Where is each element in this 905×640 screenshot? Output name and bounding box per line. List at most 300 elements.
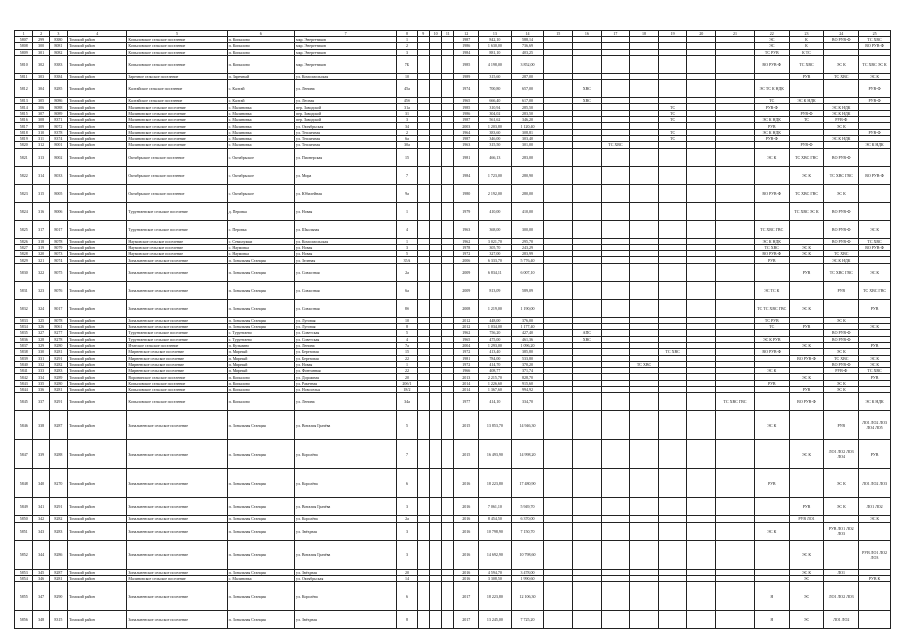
table-cell-col-5: Копыловское сельское поселение	[127, 387, 227, 393]
table-cell-col-3: 8282	[49, 516, 67, 522]
table-cell-col-17	[601, 469, 630, 498]
table-cell-col-11	[442, 411, 454, 440]
table-cell-col-4: Томский район	[68, 387, 127, 393]
table-cell-col-4: Томский район	[68, 522, 127, 540]
table-cell-col-11	[442, 540, 454, 569]
table-cell-col-21	[716, 611, 755, 629]
table-cell-col-19	[658, 540, 687, 569]
table-cell-col-11	[442, 469, 454, 498]
table-cell-col-15	[544, 281, 573, 299]
table-cell-col-6: с. Октябрьское	[227, 148, 294, 166]
table-cell-col-6: п. Мирный	[227, 361, 294, 367]
table-cell-col-9	[417, 469, 429, 498]
table-cell-col-2: 310	[33, 129, 49, 135]
table-cell-col-12: 1972	[454, 349, 479, 355]
table-cell-col-9	[417, 55, 429, 73]
table-cell-col-16: ХВС	[573, 98, 602, 104]
table-cell-col-3: 8378	[49, 129, 67, 135]
table-cell-col-7: мкр. Энергетиков	[295, 55, 397, 73]
table-cell-col-7: мкр. Энергетиков	[295, 49, 397, 55]
table-cell-col-10	[429, 80, 441, 98]
table-row	[15, 299, 891, 317]
table-cell-col-2: 347	[33, 582, 49, 611]
table-cell-col-12: 1965	[454, 336, 479, 342]
table-cell-col-1: 5843	[15, 380, 33, 386]
table-cell-col-8: 18/2	[397, 387, 417, 393]
table-cell-col-4: Томский район	[68, 117, 127, 123]
table-cell-col-13: 408,77	[479, 368, 512, 374]
table-cell-col-20	[687, 611, 716, 629]
table-cell-col-14: 287,00	[511, 73, 544, 79]
table-cell-col-3: 8017	[49, 220, 67, 238]
table-cell-col-2: 323	[33, 281, 49, 299]
table-cell-col-25: РУВ-Ф	[859, 129, 891, 135]
table-cell-col-2: 316	[33, 202, 49, 220]
table-cell-col-13: 842,10	[479, 37, 512, 43]
table-cell-col-4: Томский район	[68, 342, 127, 348]
table-cell-col-7: ул. Королёва	[295, 440, 397, 469]
table-cell-col-24: РУВ ЛО1 ЛО2 ЛО3	[824, 522, 859, 540]
table-cell-col-3: 8078	[49, 317, 67, 323]
table-cell-col-12: 2016	[454, 540, 479, 569]
table-cell-col-1: 5818	[15, 129, 33, 135]
table-cell-col-22: ВО РУВ-Ф	[754, 55, 789, 73]
table-cell-col-13: 1 630,00	[479, 43, 512, 49]
table-cell-col-23: ЭС К	[789, 166, 824, 184]
table-cell-col-22: ТС ХВС	[754, 244, 789, 250]
table-cell-col-8: 1	[397, 238, 417, 244]
table-cell-col-21	[716, 55, 755, 73]
table-cell-col-14: 10 798,60	[511, 540, 544, 569]
table-cell-col-12: 1987	[454, 117, 479, 123]
table-cell-col-22: ЭС К НДК	[754, 129, 789, 135]
table-cell-col-23: РУВ-Ф	[789, 142, 824, 148]
table-row	[15, 498, 891, 516]
table-cell-col-22	[754, 440, 789, 469]
table-cell-col-13: 1 219,00	[479, 299, 512, 317]
table-cell-col-21	[716, 411, 755, 440]
table-cell-col-18	[630, 540, 659, 569]
table-cell-col-15	[544, 80, 573, 98]
table-cell-col-1: 5821	[15, 148, 33, 166]
table-cell-col-22: Я	[754, 611, 789, 629]
table-cell-col-24: ЭС К	[824, 184, 859, 202]
table-cell-col-25: ТС ХВС ГВС	[859, 281, 891, 299]
table-cell-col-9	[417, 281, 429, 299]
table-cell-col-6: с. Перовка	[227, 220, 294, 238]
column-number-21: 21	[716, 31, 755, 37]
table-cell-col-13: 410,00	[479, 202, 512, 220]
table-cell-col-17	[601, 263, 630, 281]
table-cell-col-24: ЛО1 ЛО2 ЛО3	[824, 582, 859, 611]
table-cell-col-13: 13 853,70	[479, 411, 512, 440]
table-cell-col-14: 370,20	[511, 361, 544, 367]
table-cell-col-8: 3	[397, 540, 417, 569]
table-cell-col-11	[442, 582, 454, 611]
table-cell-col-14: 385,80	[511, 349, 544, 355]
table-cell-col-25: ЛО1 ЛО2	[859, 498, 891, 516]
table-cell-col-19: ТС	[658, 129, 687, 135]
table-cell-col-8: 2а	[397, 516, 417, 522]
table-cell-col-2: 338	[33, 411, 49, 440]
table-cell-col-1: 5817	[15, 123, 33, 129]
table-cell-col-8: 10	[397, 73, 417, 79]
table-cell-col-3: 8291	[49, 498, 67, 516]
table-cell-col-16	[573, 393, 602, 411]
table-cell-col-13: 13 245,00	[479, 611, 512, 629]
table-cell-col-13: 6 333,70	[479, 257, 512, 263]
table-cell-col-2: 303	[33, 73, 49, 79]
table-cell-col-4: Томский район	[68, 55, 127, 73]
table-cell-col-20	[687, 582, 716, 611]
table-cell-col-5: Копыловское сельское поселение	[127, 37, 227, 43]
table-row	[15, 166, 891, 184]
table-cell-col-17	[601, 148, 630, 166]
table-cell-col-3: 8291	[49, 393, 67, 411]
column-number-10: 10	[429, 31, 441, 37]
table-cell-col-8: 7	[397, 440, 417, 469]
table-cell-col-9	[417, 540, 429, 569]
table-row	[15, 220, 891, 238]
table-cell-col-21	[716, 148, 755, 166]
table-cell-col-2: 332	[33, 361, 49, 367]
table-cell-col-20	[687, 202, 716, 220]
table-cell-col-11	[442, 299, 454, 317]
table-cell-col-12: 1962	[454, 238, 479, 244]
table-cell-col-25: ЭС К НДК	[859, 142, 891, 148]
table-cell-col-12: 1979	[454, 202, 479, 220]
table-cell-col-19: ТС	[658, 110, 687, 116]
table-cell-col-25: ТС ХВС	[859, 368, 891, 374]
table-cell-col-8: 3	[397, 498, 417, 516]
table-cell-col-8: 31а	[397, 104, 417, 110]
table-cell-col-5: Мирненское сельское поселение	[127, 368, 227, 374]
table-cell-col-12: 1962	[454, 330, 479, 336]
table-cell-col-12: 2009	[454, 263, 479, 281]
table-cell-col-4: Томский район	[68, 148, 127, 166]
table-cell-col-3: 8374	[49, 135, 67, 141]
table-cell-col-14: 283,00	[511, 148, 544, 166]
table-cell-col-4: Томский район	[68, 317, 127, 323]
table-row	[15, 469, 891, 498]
table-cell-col-13: 784,00	[479, 355, 512, 361]
table-cell-col-3: 8371	[49, 117, 67, 123]
table-cell-col-5: Малиновское сельское поселение	[127, 123, 227, 129]
table-cell-col-23: ЭС К	[789, 569, 824, 575]
table-cell-col-6: с. Малиновка	[227, 129, 294, 135]
table-cell-col-14: 280,90	[511, 166, 544, 184]
table-cell-col-13: 413,40	[479, 349, 512, 355]
table-cell-col-1: 5831	[15, 281, 33, 299]
table-cell-col-13: 327,00	[479, 251, 512, 257]
table-cell-col-22: ЭС	[754, 43, 789, 49]
column-number-16: 16	[573, 31, 602, 37]
table-cell-col-18	[630, 411, 659, 440]
table-cell-col-7: ул. Луговая	[295, 317, 397, 323]
table-cell-col-12: 1989	[454, 73, 479, 79]
table-cell-col-2: 300	[33, 43, 49, 49]
table-cell-col-9	[417, 263, 429, 281]
table-cell-col-13: 1 293,00	[479, 342, 512, 348]
table-cell-col-20	[687, 220, 716, 238]
table-cell-col-6: с. Малиновка	[227, 104, 294, 110]
table-cell-col-7: ул. Виталия Грачёва	[295, 498, 397, 516]
table-cell-col-7: ул. Новая	[295, 244, 397, 250]
table-cell-col-25	[859, 582, 891, 611]
table-cell-col-12: 1963	[454, 142, 479, 148]
column-number-22: 22	[754, 31, 789, 37]
table-cell-col-22: ЭС К РУВ	[754, 336, 789, 342]
column-number-8: 8	[397, 31, 417, 37]
table-row	[15, 440, 891, 469]
table-cell-col-6: п. Зональная Станция	[227, 299, 294, 317]
table-cell-col-12: 1963	[454, 220, 479, 238]
table-row	[15, 281, 891, 299]
table-cell-col-22: ЭС	[754, 37, 789, 43]
table-cell-col-1: 5834	[15, 324, 33, 330]
table-cell-col-22: ЭС ТС К НДК	[754, 80, 789, 98]
table-cell-col-22: ТС ТС ХВС ГВС	[754, 299, 789, 317]
table-cell-col-14: 1 190,00	[511, 299, 544, 317]
table-cell-col-14: 828,70	[511, 374, 544, 380]
table-row	[15, 582, 891, 611]
table-cell-col-2: 319	[33, 244, 49, 250]
table-cell-col-14: 3 852,00	[511, 55, 544, 73]
table-cell-col-9	[417, 148, 429, 166]
table-cell-col-25: РУВ	[859, 299, 891, 317]
table-cell-col-14: 285,50	[511, 104, 544, 110]
table-cell-col-14: 283,99	[511, 251, 544, 257]
table-cell-col-6: с. Калтай	[227, 80, 294, 98]
table-cell-col-13: 16 493,90	[479, 440, 512, 469]
table-cell-col-13: 466,13	[479, 148, 512, 166]
table-cell-col-8: 20б/1	[397, 380, 417, 386]
table-cell-col-25: ВО РУВ-Ф	[859, 244, 891, 250]
table-cell-col-8: 20	[397, 374, 417, 380]
table-cell-col-13: 475,00	[479, 336, 512, 342]
table-cell-col-13: 881,10	[479, 49, 512, 55]
table-cell-col-1: 5816	[15, 117, 33, 123]
table-cell-col-9	[417, 498, 429, 516]
table-cell-col-5: Наумовское сельское поселение	[127, 238, 227, 244]
table-cell-col-8: 3	[397, 244, 417, 250]
table-cell-col-8: 6а	[397, 135, 417, 141]
table-cell-col-24: ВО РУВ-Ф	[824, 220, 859, 238]
table-cell-col-6: с. Турунтаево	[227, 336, 294, 342]
table-cell-col-14: 334,70	[511, 393, 544, 411]
table-cell-col-24: ВО РУВ-Ф	[824, 37, 859, 43]
table-cell-col-14: 283,50	[511, 110, 544, 116]
table-cell-col-22: РУВ	[754, 380, 789, 386]
table-cell-col-24: РУВ	[824, 281, 859, 299]
table-cell-col-4: Томский район	[68, 380, 127, 386]
table-cell-col-5: Турунтаевское сельское поселение	[127, 336, 227, 342]
table-cell-col-9	[417, 80, 429, 98]
table-cell-col-24: ЛО1 ЛО2	[824, 611, 859, 629]
table-cell-col-8: 7	[397, 166, 417, 184]
table-cell-col-16	[573, 440, 602, 469]
table-cell-col-4: Томский район	[68, 299, 127, 317]
table-cell-col-21	[716, 263, 755, 281]
table-cell-col-1: 5812	[15, 80, 33, 98]
table-cell-col-5: Зональненское сельское поселение	[127, 516, 227, 522]
table-cell-col-4: Томский район	[68, 263, 127, 281]
table-cell-col-14: 461,36	[511, 336, 544, 342]
table-cell-col-24: ЭС К	[824, 55, 859, 73]
table-cell-col-4: Томский район	[68, 281, 127, 299]
table-cell-col-7: ул. Новая	[295, 361, 397, 367]
table-cell-col-24: ЛО1	[824, 569, 859, 575]
table-cell-col-24: ЭС К	[824, 387, 859, 393]
table-cell-col-13: 3 021,70	[479, 238, 512, 244]
table-cell-col-5: Воронинское сельское поселение	[127, 374, 227, 380]
table-cell-col-2: 314	[33, 166, 49, 184]
table-cell-col-17	[601, 540, 630, 569]
table-cell-col-11	[442, 202, 454, 220]
table-cell-col-2: 305	[33, 98, 49, 104]
table-cell-col-3: 8072	[49, 123, 67, 129]
table-cell-col-6: п. Мирный	[227, 349, 294, 355]
table-cell-col-12: 2014	[454, 380, 479, 386]
table-cell-col-12: 2012	[454, 317, 479, 323]
table-cell-col-14: 301,00	[511, 142, 544, 148]
table-cell-col-3: 8288	[49, 440, 67, 469]
table-cell-col-1: 5853	[15, 569, 33, 575]
table-cell-col-24: ЭС К	[824, 469, 859, 498]
table-cell-col-25	[859, 184, 891, 202]
table-cell-col-14: 6 007,10	[511, 263, 544, 281]
table-cell-col-8: 8б	[397, 299, 417, 317]
table-cell-col-16	[573, 184, 602, 202]
table-cell-col-8: 7а	[397, 342, 417, 348]
table-cell-col-1: 5855	[15, 582, 33, 611]
table-cell-col-1: 5847	[15, 440, 33, 469]
table-cell-col-2: 302	[33, 55, 49, 73]
table-cell-col-1: 5829	[15, 257, 33, 263]
table-cell-col-4: Томский район	[68, 582, 127, 611]
table-cell-col-6: п. Зональная Станция	[227, 516, 294, 522]
table-cell-col-5: Мирненское сельское поселение	[127, 349, 227, 355]
table-cell-col-15	[544, 393, 573, 411]
table-cell-col-3: 8287	[49, 569, 67, 575]
table-cell-col-4: Томский район	[68, 104, 127, 110]
table-cell-col-1: 5827	[15, 244, 33, 250]
table-cell-col-2: 341	[33, 498, 49, 516]
table-cell-col-1: 5828	[15, 251, 33, 257]
table-cell-col-13: 1 034,00	[479, 324, 512, 330]
table-cell-col-13: 3 308,50	[479, 575, 512, 581]
table-cell-col-3: 8280	[49, 380, 67, 386]
table-cell-col-19	[658, 440, 687, 469]
table-cell-col-22: Я	[754, 582, 789, 611]
table-cell-col-5: Зональненское сельское поселение	[127, 569, 227, 575]
table-cell-col-17	[601, 220, 630, 238]
table-cell-col-13: 1 723,00	[479, 166, 512, 184]
table-cell-col-17	[601, 393, 630, 411]
table-cell-col-6: п. Зональная Станция	[227, 522, 294, 540]
table-cell-col-23: ЭС К	[789, 540, 824, 569]
table-cell-col-12: 1964	[454, 129, 479, 135]
table-cell-col-3: 8033	[49, 166, 67, 184]
table-cell-col-16: ХВС	[573, 80, 602, 98]
table-cell-col-12: 1981	[454, 355, 479, 361]
table-cell-col-9	[417, 411, 429, 440]
table-cell-col-14: 588,14	[511, 37, 544, 43]
table-cell-col-8: 3	[397, 49, 417, 55]
table-cell-col-2: 307	[33, 110, 49, 116]
table-cell-col-3: 8281	[49, 349, 67, 355]
table-cell-col-5: Малиновское сельское поселение	[127, 104, 227, 110]
column-number-4: 4	[68, 31, 127, 37]
table-cell-col-14: 12 106,30	[511, 582, 544, 611]
table-cell-col-23	[789, 411, 824, 440]
table-cell-col-21	[716, 522, 755, 540]
table-cell-col-8: 5	[397, 330, 417, 336]
table-cell-col-3: 8005	[49, 184, 67, 202]
table-cell-col-5: Зональненское сельское поселение	[127, 324, 227, 330]
table-cell-col-4: Томский район	[68, 49, 127, 55]
table-cell-col-21	[716, 440, 755, 469]
table-cell-col-13: 8 454,50	[479, 516, 512, 522]
table-cell-col-25: ЭС К НДК	[859, 393, 891, 411]
table-cell-col-5: Малиновское сельское поселение	[127, 117, 227, 123]
table-row	[15, 522, 891, 540]
table-cell-col-18: ТС ХВС	[630, 361, 659, 367]
table-cell-col-1: 5808	[15, 43, 33, 49]
table-cell-col-24: ЭС К НДК	[824, 104, 859, 110]
table-cell-col-21	[716, 166, 755, 184]
table-cell-col-4: Томский район	[68, 393, 127, 411]
table-cell-col-16	[573, 540, 602, 569]
table-cell-col-2: 311	[33, 135, 49, 141]
table-cell-col-11	[442, 55, 454, 73]
table-cell-col-8: 1	[397, 202, 417, 220]
table-cell-col-4: Томский район	[68, 349, 127, 355]
table-cell-col-18	[630, 55, 659, 73]
table-cell-col-18	[630, 498, 659, 516]
table-cell-col-12: 1972	[454, 361, 479, 367]
table-cell-col-15	[544, 498, 573, 516]
table-cell-col-13: 414,10	[479, 393, 512, 411]
table-cell-col-3: 8075	[49, 263, 67, 281]
table-cell-col-6: п. Заречный	[227, 73, 294, 79]
table-cell-col-25: ЭС К	[859, 73, 891, 79]
table-cell-col-12: 1987	[454, 37, 479, 43]
table-cell-col-4: Томский район	[68, 142, 127, 148]
table-cell-col-1: 5846	[15, 411, 33, 440]
table-cell-col-6: п. Зональная Станция	[227, 498, 294, 516]
table-cell-col-1: 5824	[15, 202, 33, 220]
table-cell-col-18	[630, 184, 659, 202]
table-cell-col-5: Октябрьское сельское поселение	[127, 148, 227, 166]
table-cell-col-1: 5842	[15, 374, 33, 380]
table-cell-col-6: п. Копылово	[227, 393, 294, 411]
table-cell-col-21	[716, 80, 755, 98]
table-cell-col-1: 5840	[15, 361, 33, 367]
table-cell-col-25: РУВ	[859, 374, 891, 380]
table-row	[15, 148, 891, 166]
table-cell-col-7: ул. Совхозная	[295, 299, 397, 317]
table-cell-col-21	[716, 582, 755, 611]
table-cell-col-2: 312	[33, 142, 49, 148]
table-cell-col-3: 8081	[49, 43, 67, 49]
table-cell-col-14: 5 776,40	[511, 257, 544, 263]
table-cell-col-2: 320	[33, 251, 49, 257]
table-cell-col-12: 1978	[454, 244, 479, 250]
table-cell-col-7: ул. Юбилейная	[295, 184, 397, 202]
table-cell-col-22	[754, 498, 789, 516]
table-cell-col-14: 6 370,00	[511, 516, 544, 522]
